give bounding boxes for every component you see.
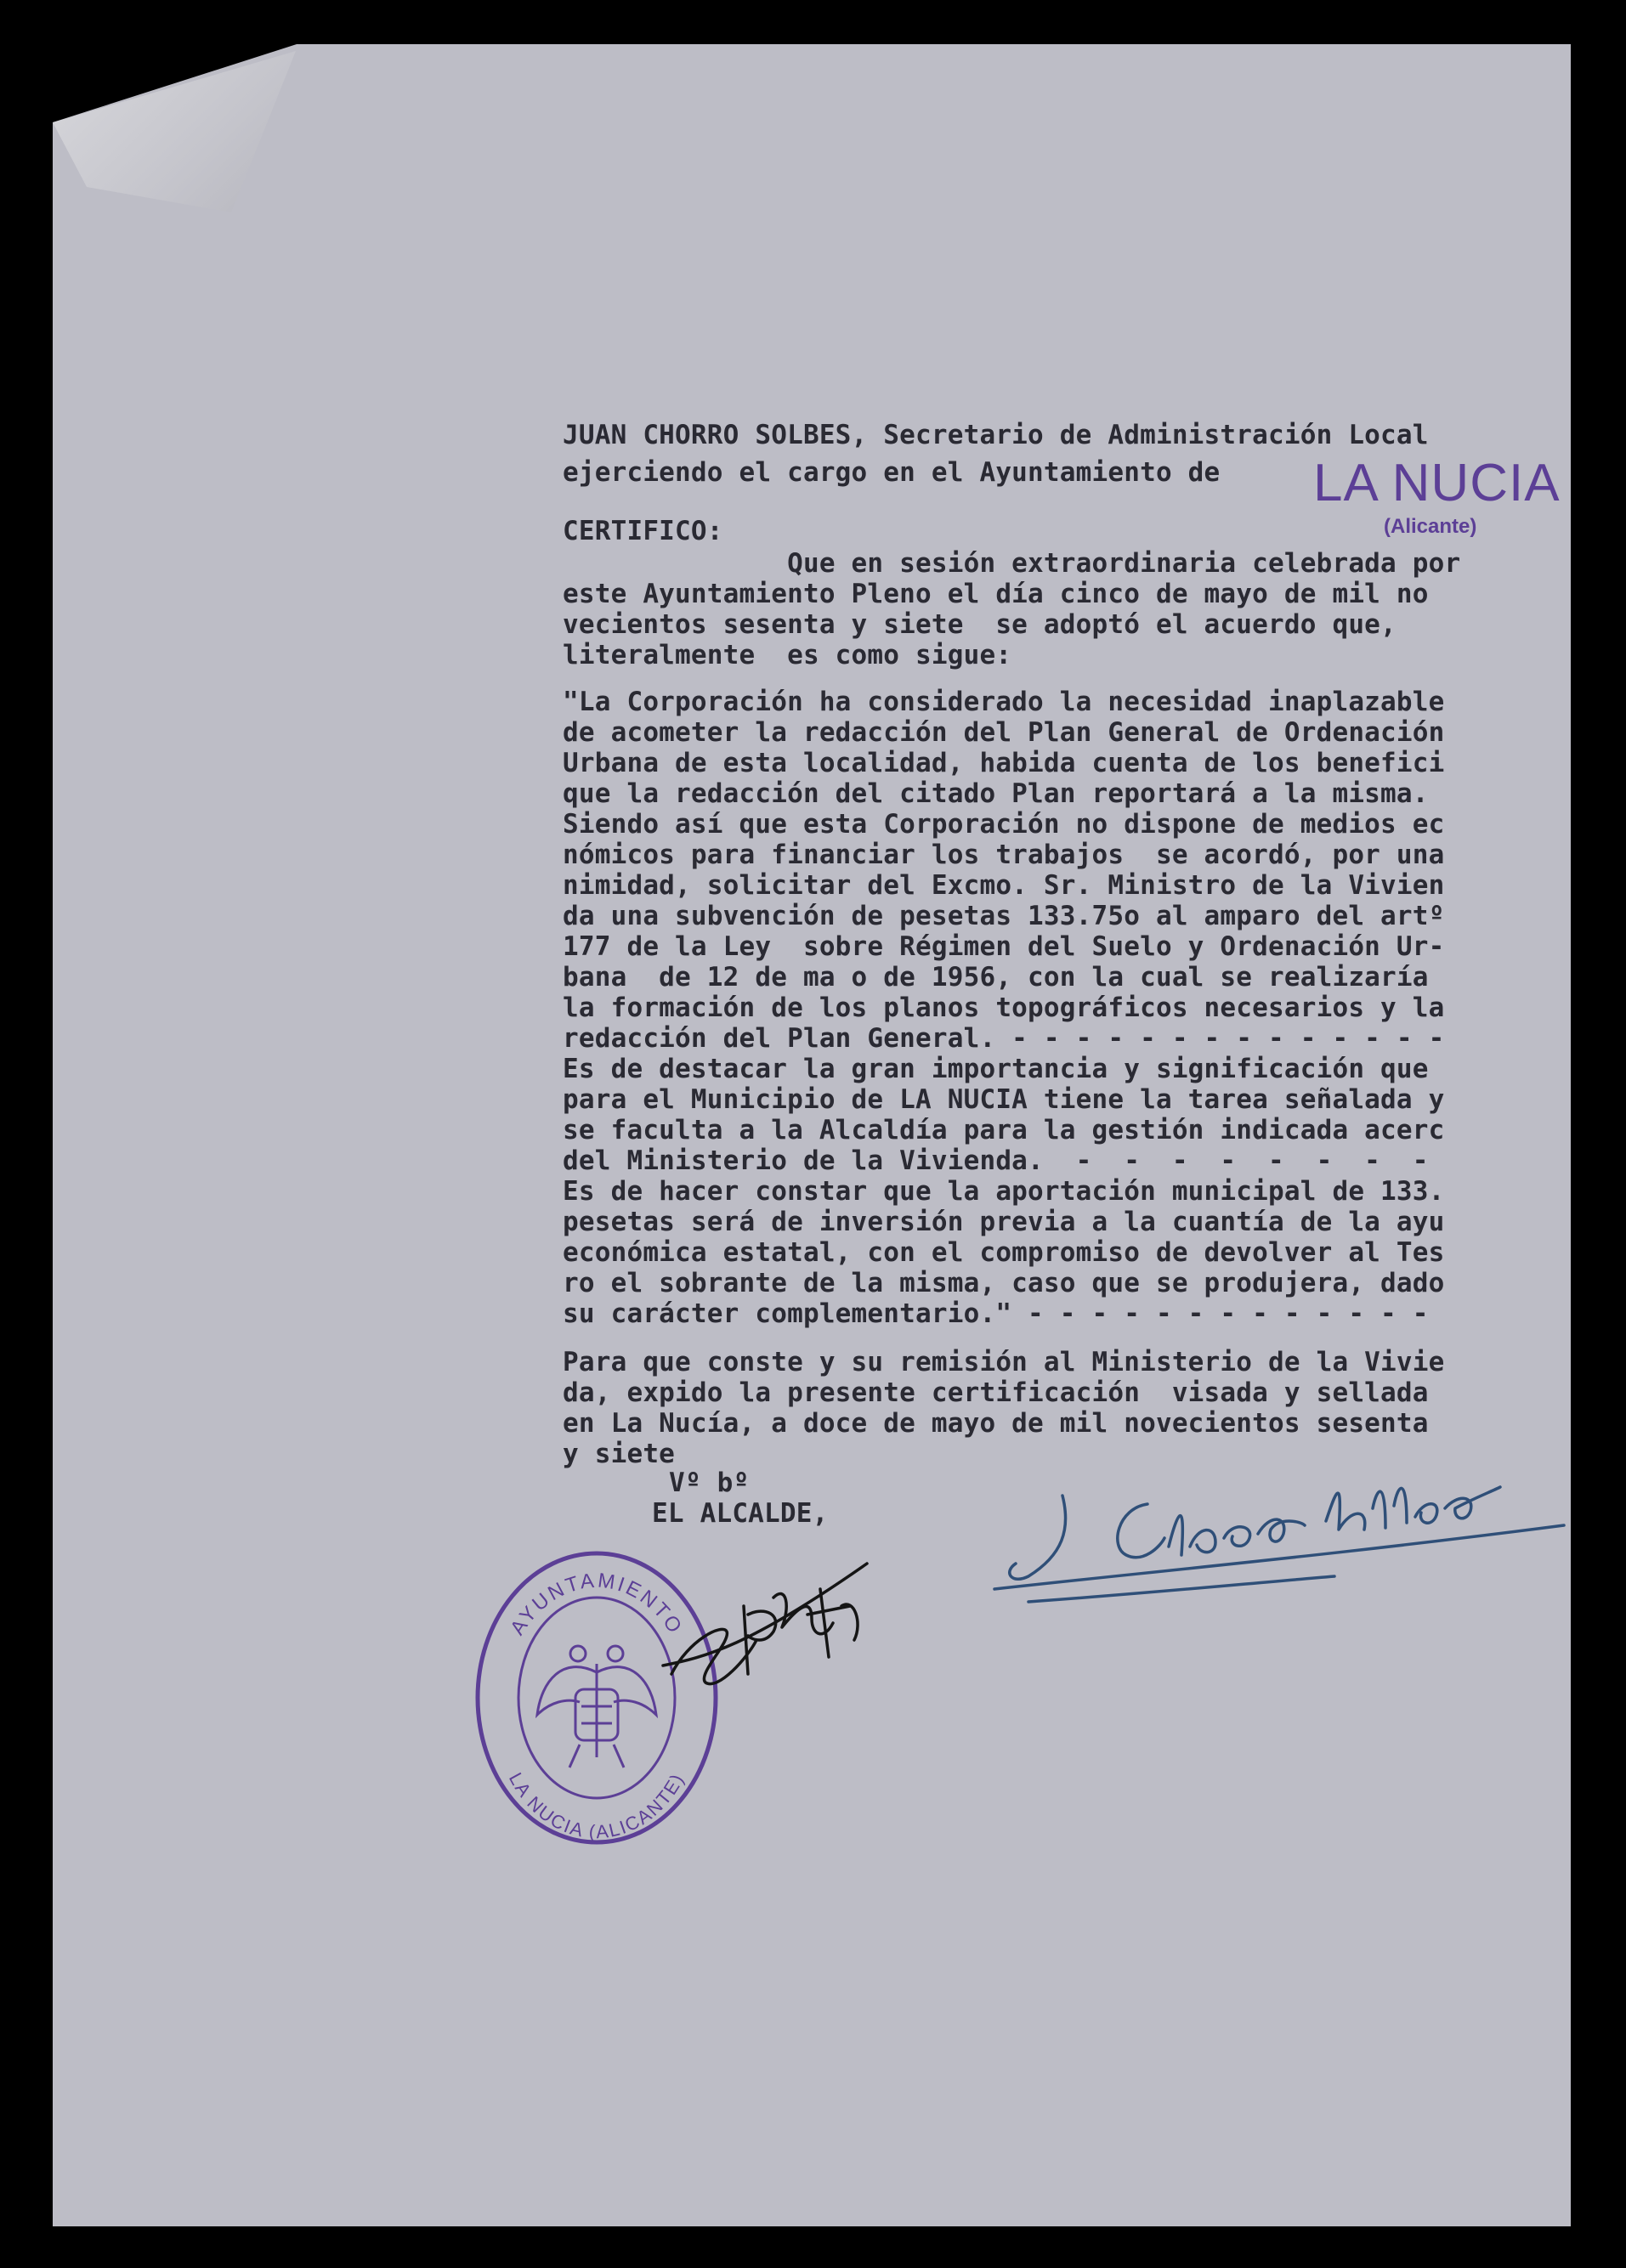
secretario-signature (977, 1428, 1572, 1623)
quote-line: da una subvención de pesetas 133.75o al amparo del artº (563, 901, 1445, 931)
certifico-intro-line: literalmente es como sigue: (563, 640, 1012, 670)
quote-line: ro el sobrante de la misma, caso que se produjera, dado (563, 1268, 1445, 1298)
town-stamp-name: LA NUCIA (1313, 454, 1561, 512)
certifico-heading: CERTIFICO: (563, 516, 723, 546)
quote-line: se faculta a la Alcaldía para la gestión indicada acerc (563, 1115, 1445, 1145)
quote-line: que la redacción del citado Plan reportará a la misma. (563, 778, 1429, 809)
quote-line: la formación de los planos topográficos necesarios y la (563, 993, 1445, 1023)
certifico-intro-line: este Ayuntamiento Pleno el día cinco de mayo de mil no (563, 579, 1429, 609)
quote-line: de acometer la redacción del Plan General de Ordenación (563, 717, 1445, 748)
eagle-crest-icon (537, 1646, 656, 1767)
quote-line: bana de 12 de ma o de 1956, con la cual se realizaría (563, 962, 1429, 993)
certifico-intro-line: Que en sesión extraordinaria celebrada por (563, 548, 1461, 579)
closing-line: en La Nucía, a doce de mayo de mil novecientos sesenta (563, 1408, 1429, 1439)
quote-line: 177 de la Ley sobre Régimen del Suelo y Ordenación Ur- (563, 931, 1445, 962)
alcalde-label: EL ALCALDE, (652, 1498, 829, 1529)
quote-line: Es de hacer constar que la aportación municipal de 133. (563, 1176, 1445, 1207)
quote-line: nómicos para financiar los trabajos se acordó, por una (563, 840, 1445, 870)
quote-line: Es de destacar la gran importancia y significación que (563, 1054, 1429, 1084)
intro-line: JUAN CHORRO SOLBES, Secretario de Administración Local (563, 420, 1429, 450)
quote-line: para el Municipio de LA NUCIA tiene la tarea señalada y (563, 1084, 1445, 1115)
intro-block (563, 416, 1429, 491)
seal-top-text: AYUNTAMIENTO (506, 1569, 688, 1640)
certifico-intro (563, 540, 1460, 670)
closing-line: y siete (563, 1439, 676, 1469)
visto-bueno: Vº bº (669, 1468, 750, 1498)
agreement-quote (563, 687, 1445, 1329)
quote-line: redacción del Plan General. - - - - - - - - - - - - - - (563, 1023, 1445, 1054)
quote-line: del Ministerio de la Vivienda. - - - - - - - - (563, 1145, 1429, 1176)
svg-text:LA NUCIA (ALICANTE) (505, 1769, 688, 1843)
quote-line: su carácter complementario." - - - - - - - - - - - - - (563, 1298, 1429, 1329)
intro-line: ejerciendo el cargo en el Ayuntamiento de (563, 457, 1221, 488)
quote-line: Urbana de esta localidad, habida cuenta de los benefici (563, 748, 1445, 778)
closing-line: da, expido la presente certificación visada y sellada (563, 1377, 1429, 1408)
quote-line: "La Corporación ha considerado la necesidad inaplazable (563, 687, 1445, 717)
closing-line: Para que conste y su remisión al Ministerio de la Vivie (563, 1347, 1445, 1377)
quote-line: pesetas será de inversión previa a la cuantía de la ayu (563, 1207, 1445, 1237)
alcalde-signature (646, 1547, 875, 1708)
quote-line: económica estatal, con el compromiso de devolver al Tes (563, 1237, 1445, 1268)
town-stamp-province: (Alicante) (1384, 515, 1477, 538)
certifico-intro-line: vecientos sesenta y siete se adoptó el acuerdo que, (563, 609, 1397, 640)
seal-bottom-text: LA NUCIA (ALICANTE) (504, 1768, 689, 1843)
quote-line: nimidad, solicitar del Excmo. Sr. Ministro de la Vivien (563, 870, 1445, 901)
quote-line: Siendo así que esta Corporación no dispone de medios ec (563, 809, 1445, 840)
